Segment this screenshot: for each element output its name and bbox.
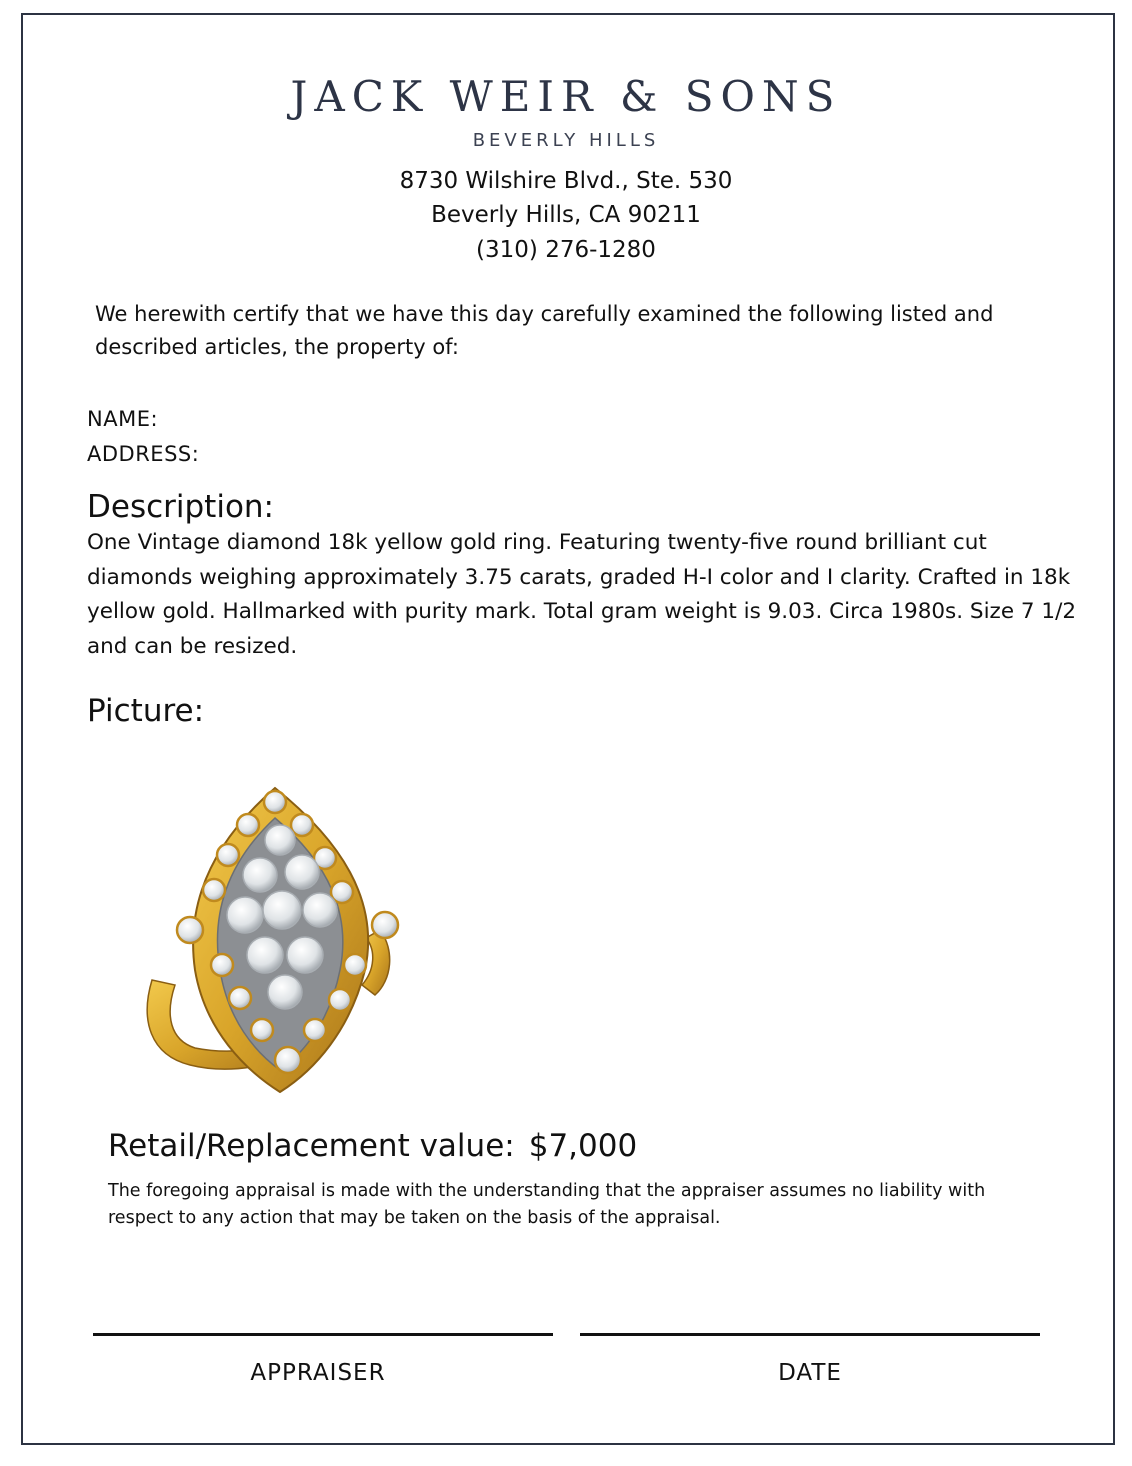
valuation-label: Retail/Replacement value:	[108, 1128, 515, 1164]
description-heading: Description:	[87, 489, 274, 525]
date-label: DATE	[778, 1360, 842, 1386]
address-line-2: Beverly Hills, CA 90211	[431, 202, 701, 228]
appraiser-signature-line	[93, 1333, 553, 1336]
date-signature-line	[580, 1333, 1040, 1336]
description-text: One Vintage diamond 18k yellow gold ring. Featuring twenty-five round brilliant cut diamonds weighing approximately 3.75 carats, graded H-I color and I clarity. Crafted in 18k yellow gold. Hallmarked with purity mark. Total gram weight is 9.03. Circa 1980s. Size 7 1/2 and can be resized.	[87, 530, 1077, 659]
certification-statement: We herewith certify that we have this day carefully examined the following listed and described articles, the property of:	[95, 302, 994, 359]
brand-name: JACK WEIR & SONS	[290, 72, 842, 121]
picture-heading: Picture:	[87, 693, 205, 729]
disclaimer-text: The foregoing appraisal is made with the understanding that the appraiser assumes no liability with respect to any action that may be taken on the basis of the appraisal.	[108, 1181, 986, 1228]
valuation	[108, 1128, 637, 1164]
valuation-amount: $7,000	[528, 1128, 638, 1164]
ring-photo	[130, 780, 420, 1100]
name-label: NAME:	[87, 407, 159, 431]
brand-location: BEVERLY HILLS	[472, 130, 660, 151]
appraiser-label: APPRAISER	[250, 1360, 386, 1386]
phone-number: (310) 276-1280	[476, 237, 656, 263]
address-line-1: 8730 Wilshire Blvd., Ste. 530	[399, 168, 733, 194]
address-label: ADDRESS:	[87, 442, 200, 466]
